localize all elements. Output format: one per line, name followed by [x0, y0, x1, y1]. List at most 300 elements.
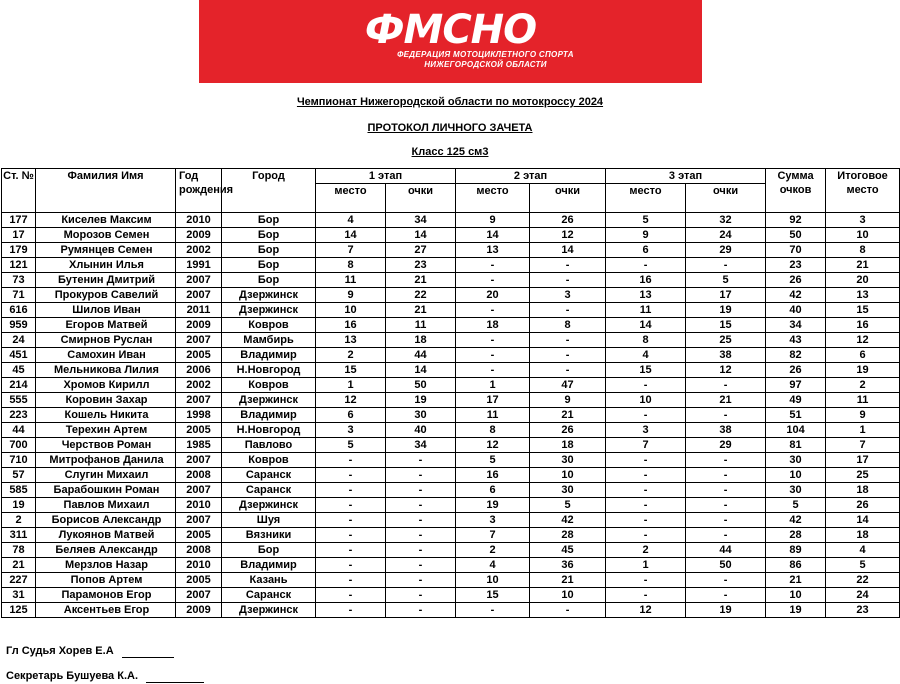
cell-final: 5	[826, 558, 900, 573]
cell-stage1-points: 14	[386, 363, 456, 378]
header-sum: Сумма очков	[766, 169, 826, 213]
cell-stage3-place: -	[606, 528, 686, 543]
cell-sum: 49	[766, 393, 826, 408]
cell-sum: 10	[766, 588, 826, 603]
cell-stage3-points: 21	[686, 393, 766, 408]
cell-name: Бутенин Дмитрий	[36, 273, 176, 288]
cell-number: 125	[2, 603, 36, 618]
cell-year: 2007	[176, 483, 222, 498]
cell-sum: 42	[766, 513, 826, 528]
cell-city: Вязники	[222, 528, 316, 543]
judge-signature	[6, 645, 174, 658]
cell-name: Борисов Александр	[36, 513, 176, 528]
cell-stage1-points: -	[386, 573, 456, 588]
table-row	[2, 258, 900, 273]
cell-stage2-place: -	[456, 273, 530, 288]
cell-city: Шуя	[222, 513, 316, 528]
cell-stage1-place: -	[316, 543, 386, 558]
judge-label: Гл Судья Хорев Е.А	[6, 645, 114, 657]
cell-final: 18	[826, 528, 900, 543]
cell-number: 24	[2, 333, 36, 348]
table-row	[2, 273, 900, 288]
cell-year: 2007	[176, 273, 222, 288]
cell-stage2-points: -	[530, 363, 606, 378]
cell-number: 700	[2, 438, 36, 453]
cell-year: 2007	[176, 513, 222, 528]
cell-number: 31	[2, 588, 36, 603]
cell-stage1-points: -	[386, 543, 456, 558]
cell-stage2-place: -	[456, 603, 530, 618]
judge-signature-line	[122, 645, 174, 658]
header-stage1-points: очки	[386, 184, 456, 213]
cell-stage3-place: 8	[606, 333, 686, 348]
cell-stage3-points: -	[686, 513, 766, 528]
cell-stage3-points: 19	[686, 603, 766, 618]
cell-stage2-points: 8	[530, 318, 606, 333]
cell-stage3-place: 5	[606, 213, 686, 228]
cell-stage3-points: 38	[686, 348, 766, 363]
cell-name: Парамонов Егор	[36, 588, 176, 603]
cell-number: 585	[2, 483, 36, 498]
cell-number: 21	[2, 558, 36, 573]
cell-name: Павлов Михаил	[36, 498, 176, 513]
cell-sum: 51	[766, 408, 826, 423]
header-final: Итоговое место	[826, 169, 900, 213]
header-stage3: 3 этап	[606, 169, 766, 184]
cell-sum: 92	[766, 213, 826, 228]
header-stage3-points: очки	[686, 184, 766, 213]
cell-sum: 70	[766, 243, 826, 258]
cell-stage3-place: 12	[606, 603, 686, 618]
cell-year: 2005	[176, 528, 222, 543]
cell-stage1-place: 10	[316, 303, 386, 318]
cell-stage3-points: -	[686, 468, 766, 483]
cell-final: 13	[826, 288, 900, 303]
cell-year: 2007	[176, 588, 222, 603]
cell-stage1-place: 1	[316, 378, 386, 393]
cell-year: 2010	[176, 558, 222, 573]
cell-year: 2005	[176, 423, 222, 438]
cell-stage3-points: 25	[686, 333, 766, 348]
cell-stage2-points: 9	[530, 393, 606, 408]
cell-stage2-place: 7	[456, 528, 530, 543]
cell-stage1-points: 21	[386, 273, 456, 288]
cell-stage2-points: 26	[530, 213, 606, 228]
cell-name: Хромов Кирилл	[36, 378, 176, 393]
table-row	[2, 408, 900, 423]
cell-stage2-points: 42	[530, 513, 606, 528]
cell-final: 11	[826, 393, 900, 408]
cell-city: Владимир	[222, 348, 316, 363]
cell-city: Дзержинск	[222, 603, 316, 618]
cell-sum: 97	[766, 378, 826, 393]
cell-stage2-points: 30	[530, 483, 606, 498]
cell-year: 2008	[176, 543, 222, 558]
cell-final: 18	[826, 483, 900, 498]
cell-stage2-place: 6	[456, 483, 530, 498]
cell-city: Бор	[222, 273, 316, 288]
table-row	[2, 483, 900, 498]
cell-number: 451	[2, 348, 36, 363]
cell-stage1-points: -	[386, 483, 456, 498]
cell-city: Саранск	[222, 588, 316, 603]
cell-year: 2010	[176, 498, 222, 513]
cell-stage3-place: 10	[606, 393, 686, 408]
cell-stage1-points: 21	[386, 303, 456, 318]
cell-stage3-points: 44	[686, 543, 766, 558]
cell-stage3-place: -	[606, 588, 686, 603]
cell-sum: 34	[766, 318, 826, 333]
cell-sum: 50	[766, 228, 826, 243]
cell-stage2-place: -	[456, 333, 530, 348]
header-year: Год рождения	[176, 169, 222, 213]
table-row	[2, 303, 900, 318]
cell-number: 78	[2, 543, 36, 558]
cell-stage1-place: -	[316, 453, 386, 468]
table-row	[2, 228, 900, 243]
header-stage2-place: место	[456, 184, 530, 213]
cell-name: Прокуров Савелий	[36, 288, 176, 303]
cell-stage2-place: -	[456, 363, 530, 378]
cell-stage2-place: -	[456, 348, 530, 363]
cell-city: Бор	[222, 228, 316, 243]
cell-stage3-place: 6	[606, 243, 686, 258]
cell-stage1-points: 27	[386, 243, 456, 258]
cell-stage2-points: 36	[530, 558, 606, 573]
cell-name: Мерзлов Назар	[36, 558, 176, 573]
cell-stage1-place: -	[316, 588, 386, 603]
cell-number: 179	[2, 243, 36, 258]
cell-stage1-points: -	[386, 588, 456, 603]
cell-stage2-place: 11	[456, 408, 530, 423]
cell-stage2-points: 10	[530, 588, 606, 603]
cell-final: 16	[826, 318, 900, 333]
cell-number: 177	[2, 213, 36, 228]
cell-stage1-points: 44	[386, 348, 456, 363]
cell-stage1-place: -	[316, 468, 386, 483]
cell-stage1-points: -	[386, 453, 456, 468]
table-row	[2, 468, 900, 483]
cell-city: Мамбирь	[222, 333, 316, 348]
cell-stage3-place: 2	[606, 543, 686, 558]
cell-stage3-place: -	[606, 483, 686, 498]
logo-word: ФМСНО	[364, 6, 537, 53]
cell-year: 1998	[176, 408, 222, 423]
cell-final: 8	[826, 243, 900, 258]
cell-stage2-points: -	[530, 258, 606, 273]
cell-stage2-place: 17	[456, 393, 530, 408]
cell-stage1-points: 23	[386, 258, 456, 273]
cell-name: Румянцев Семен	[36, 243, 176, 258]
cell-year: 2008	[176, 468, 222, 483]
cell-final: 19	[826, 363, 900, 378]
cell-stage1-points: 40	[386, 423, 456, 438]
header-name: Фамилия Имя	[36, 169, 176, 213]
table-row	[2, 528, 900, 543]
cell-stage1-place: -	[316, 483, 386, 498]
cell-stage1-place: 8	[316, 258, 386, 273]
cell-stage3-points: 17	[686, 288, 766, 303]
cell-stage2-place: 16	[456, 468, 530, 483]
cell-city: Дзержинск	[222, 288, 316, 303]
cell-stage2-points: -	[530, 348, 606, 363]
document-title: Чемпионат Нижегородской области по мотокроссу 2024	[296, 96, 604, 108]
logo-subtitle	[397, 50, 574, 70]
table-row	[2, 213, 900, 228]
cell-stage3-points: 19	[686, 303, 766, 318]
cell-stage1-place: 3	[316, 423, 386, 438]
cell-year: 2005	[176, 348, 222, 363]
cell-number: 616	[2, 303, 36, 318]
cell-city: Казань	[222, 573, 316, 588]
cell-stage1-place: 14	[316, 228, 386, 243]
cell-stage3-points: -	[686, 573, 766, 588]
cell-name: Попов Артем	[36, 573, 176, 588]
secretary-signature	[6, 670, 204, 683]
cell-stage2-place: 9	[456, 213, 530, 228]
cell-stage1-points: 34	[386, 438, 456, 453]
cell-number: 223	[2, 408, 36, 423]
cell-number: 19	[2, 498, 36, 513]
cell-stage1-place: 9	[316, 288, 386, 303]
cell-stage1-points: 14	[386, 228, 456, 243]
cell-name: Самохин Иван	[36, 348, 176, 363]
cell-sum: 10	[766, 468, 826, 483]
cell-stage2-points: 47	[530, 378, 606, 393]
cell-stage2-points: 26	[530, 423, 606, 438]
cell-stage3-place: 14	[606, 318, 686, 333]
cell-stage2-place: -	[456, 258, 530, 273]
cell-final: 12	[826, 333, 900, 348]
cell-stage1-place: -	[316, 528, 386, 543]
cell-stage3-place: -	[606, 258, 686, 273]
cell-stage2-points: 10	[530, 468, 606, 483]
cell-sum: 19	[766, 603, 826, 618]
cell-stage1-points: 34	[386, 213, 456, 228]
cell-final: 2	[826, 378, 900, 393]
cell-sum: 81	[766, 438, 826, 453]
cell-sum: 43	[766, 333, 826, 348]
cell-stage3-points: -	[686, 453, 766, 468]
header-stage1: 1 этап	[316, 169, 456, 184]
cell-number: 17	[2, 228, 36, 243]
cell-final: 1	[826, 423, 900, 438]
cell-final: 21	[826, 258, 900, 273]
results-body	[2, 213, 900, 618]
cell-name: Терехин Артем	[36, 423, 176, 438]
cell-stage3-place: -	[606, 408, 686, 423]
cell-stage3-points: 24	[686, 228, 766, 243]
cell-stage3-points: 12	[686, 363, 766, 378]
cell-stage2-place: 13	[456, 243, 530, 258]
cell-stage1-place: 6	[316, 408, 386, 423]
cell-city: Ковров	[222, 318, 316, 333]
cell-year: 2002	[176, 243, 222, 258]
cell-name: Шилов Иван	[36, 303, 176, 318]
cell-stage3-place: -	[606, 453, 686, 468]
cell-city: Бор	[222, 213, 316, 228]
table-row	[2, 438, 900, 453]
cell-stage3-points: 29	[686, 243, 766, 258]
cell-sum: 5	[766, 498, 826, 513]
cell-city: Дзержинск	[222, 393, 316, 408]
cell-sum: 89	[766, 543, 826, 558]
cell-number: 73	[2, 273, 36, 288]
logo-sub-line1: ФЕДЕРАЦИЯ МОТОЦИКЛЕТНОГО СПОРТА	[397, 49, 574, 59]
cell-city: Владимир	[222, 558, 316, 573]
cell-number: 2	[2, 513, 36, 528]
cell-number: 121	[2, 258, 36, 273]
cell-final: 10	[826, 228, 900, 243]
cell-stage1-place: -	[316, 498, 386, 513]
header-stage3-place: место	[606, 184, 686, 213]
cell-number: 45	[2, 363, 36, 378]
cell-stage2-place: 8	[456, 423, 530, 438]
cell-stage2-place: 4	[456, 558, 530, 573]
cell-number: 44	[2, 423, 36, 438]
cell-final: 22	[826, 573, 900, 588]
cell-stage3-place: 13	[606, 288, 686, 303]
cell-name: Беляев Александр	[36, 543, 176, 558]
cell-stage2-place: -	[456, 303, 530, 318]
cell-stage1-place: 15	[316, 363, 386, 378]
cell-stage1-place: -	[316, 558, 386, 573]
header-stage2: 2 этап	[456, 169, 606, 184]
cell-final: 24	[826, 588, 900, 603]
cell-stage2-points: 5	[530, 498, 606, 513]
header-number: Ст. №	[2, 169, 36, 213]
cell-final: 3	[826, 213, 900, 228]
cell-stage2-points: -	[530, 333, 606, 348]
cell-stage2-points: 21	[530, 408, 606, 423]
cell-year: 2011	[176, 303, 222, 318]
fmsno-logo	[199, 0, 702, 83]
document-subtitle: ПРОТОКОЛ ЛИЧНОГО ЗАЧЕТА	[367, 122, 533, 134]
cell-stage3-place: -	[606, 498, 686, 513]
cell-city: Бор	[222, 543, 316, 558]
cell-stage1-points: 30	[386, 408, 456, 423]
cell-sum: 21	[766, 573, 826, 588]
cell-stage2-points: -	[530, 603, 606, 618]
cell-city: Н.Новгород	[222, 363, 316, 378]
cell-final: 25	[826, 468, 900, 483]
cell-sum: 104	[766, 423, 826, 438]
cell-year: 2009	[176, 228, 222, 243]
cell-stage3-place: 7	[606, 438, 686, 453]
logo-sub-line2: НИЖЕГОРОДСКОЙ ОБЛАСТИ	[424, 59, 547, 69]
cell-stage2-points: 45	[530, 543, 606, 558]
cell-stage1-points: 18	[386, 333, 456, 348]
cell-stage2-place: 10	[456, 573, 530, 588]
cell-year: 2009	[176, 318, 222, 333]
header-stage1-place: место	[316, 184, 386, 213]
cell-number: 959	[2, 318, 36, 333]
table-row	[2, 558, 900, 573]
cell-year: 2006	[176, 363, 222, 378]
cell-city: Ковров	[222, 378, 316, 393]
cell-stage3-points: -	[686, 408, 766, 423]
cell-name: Черствов Роман	[36, 438, 176, 453]
cell-stage3-place: 1	[606, 558, 686, 573]
cell-stage2-place: 18	[456, 318, 530, 333]
cell-number: 555	[2, 393, 36, 408]
cell-number: 227	[2, 573, 36, 588]
cell-city: Владимир	[222, 408, 316, 423]
cell-stage1-points: -	[386, 498, 456, 513]
cell-name: Хлынин Илья	[36, 258, 176, 273]
cell-stage1-place: 7	[316, 243, 386, 258]
cell-name: Коровин Захар	[36, 393, 176, 408]
cell-stage3-points: 29	[686, 438, 766, 453]
cell-name: Аксентьев Егор	[36, 603, 176, 618]
cell-name: Лукоянов Матвей	[36, 528, 176, 543]
cell-stage2-points: 30	[530, 453, 606, 468]
secretary-label: Секретарь Бушуева К.А.	[6, 670, 138, 682]
cell-final: 20	[826, 273, 900, 288]
cell-stage1-points: -	[386, 558, 456, 573]
cell-stage2-points: 3	[530, 288, 606, 303]
cell-sum: 42	[766, 288, 826, 303]
cell-stage3-place: -	[606, 573, 686, 588]
cell-stage2-points: 14	[530, 243, 606, 258]
table-row	[2, 543, 900, 558]
cell-stage1-place: 16	[316, 318, 386, 333]
cell-number: 710	[2, 453, 36, 468]
table-row	[2, 588, 900, 603]
table-row	[2, 348, 900, 363]
cell-sum: 28	[766, 528, 826, 543]
cell-stage2-points: -	[530, 273, 606, 288]
cell-stage1-place: 12	[316, 393, 386, 408]
table-row	[2, 498, 900, 513]
cell-year: 2007	[176, 393, 222, 408]
cell-name: Смирнов Руслан	[36, 333, 176, 348]
header-row	[2, 169, 900, 184]
cell-stage1-place: -	[316, 513, 386, 528]
cell-stage3-points: 50	[686, 558, 766, 573]
cell-year: 2002	[176, 378, 222, 393]
cell-stage1-place: 5	[316, 438, 386, 453]
cell-stage1-place: 11	[316, 273, 386, 288]
cell-stage2-points: 21	[530, 573, 606, 588]
cell-stage3-points: -	[686, 378, 766, 393]
cell-year: 2007	[176, 453, 222, 468]
cell-sum: 30	[766, 483, 826, 498]
cell-stage2-points: 28	[530, 528, 606, 543]
cell-stage1-place: -	[316, 603, 386, 618]
cell-stage3-place: -	[606, 513, 686, 528]
cell-stage1-place: 2	[316, 348, 386, 363]
cell-stage2-place: 5	[456, 453, 530, 468]
cell-final: 7	[826, 438, 900, 453]
cell-city: Бор	[222, 258, 316, 273]
cell-year: 1991	[176, 258, 222, 273]
cell-name: Барабошкин Роман	[36, 483, 176, 498]
cell-stage1-points: 22	[386, 288, 456, 303]
cell-stage3-place: -	[606, 468, 686, 483]
cell-year: 2009	[176, 603, 222, 618]
cell-stage3-points: -	[686, 498, 766, 513]
cell-stage2-points: 12	[530, 228, 606, 243]
cell-city: Дзержинск	[222, 303, 316, 318]
class-label: Класс 125 см3	[411, 146, 489, 158]
cell-stage1-points: 19	[386, 393, 456, 408]
table-row	[2, 603, 900, 618]
cell-stage1-place: -	[316, 573, 386, 588]
cell-stage3-points: 38	[686, 423, 766, 438]
table-row	[2, 573, 900, 588]
cell-number: 311	[2, 528, 36, 543]
